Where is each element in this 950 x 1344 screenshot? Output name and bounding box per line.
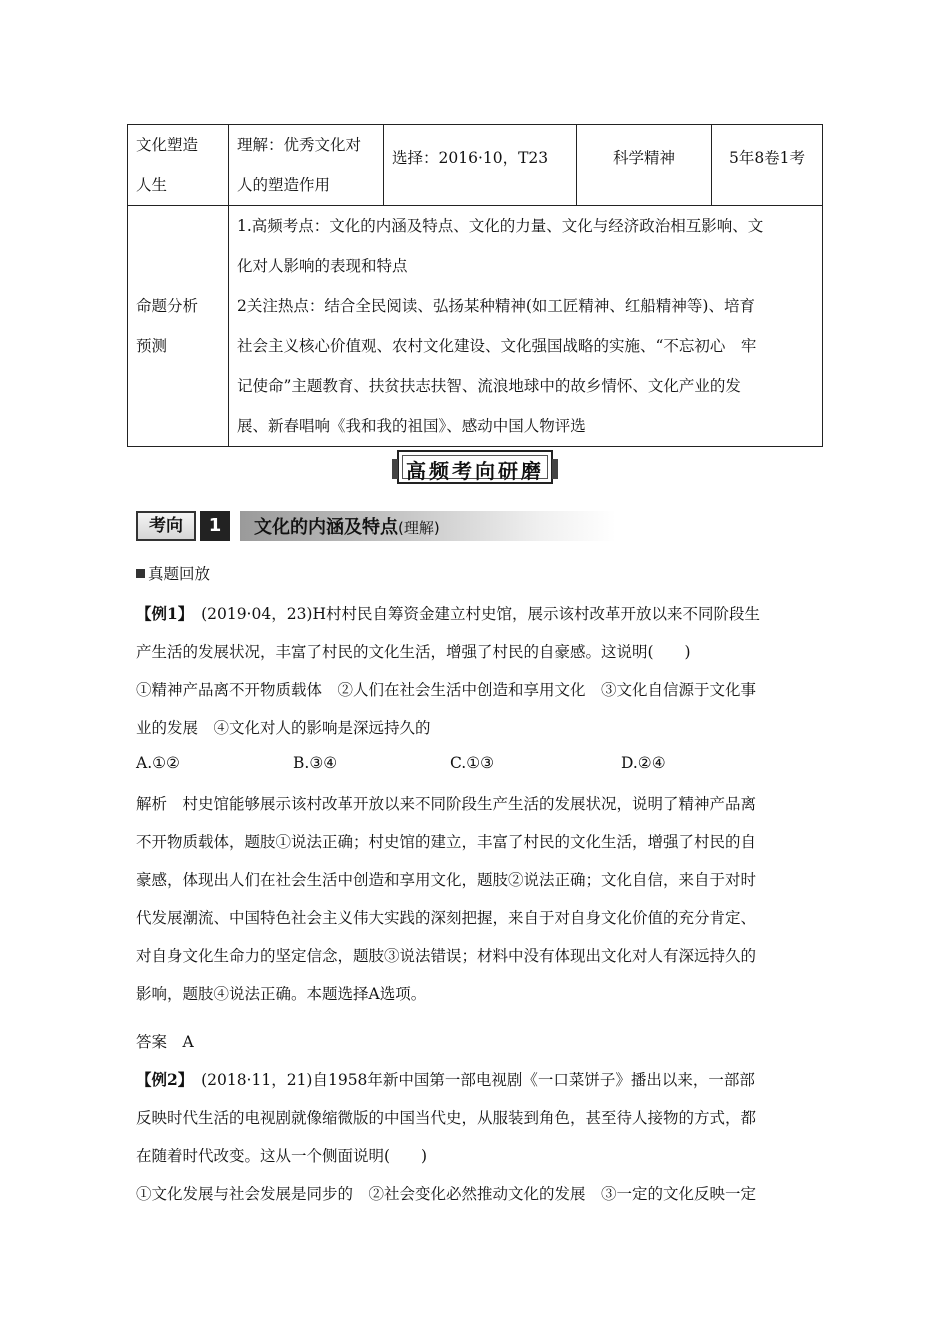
banner-title: 高频考向研磨: [406, 459, 544, 483]
prediction-line: 社会主义核心价值观、农村文化建设、文化强国战略的实施、“不忘初心 牢: [237, 337, 757, 355]
sub-label-text: 真题回放: [148, 565, 211, 583]
requirement-line: 人的塑造作用: [237, 176, 331, 194]
exam-info-table: [127, 124, 823, 447]
example2-label: 【例2】: [136, 1070, 186, 1089]
section-title-suffix: (理解): [398, 519, 440, 537]
prediction-label-cell: [128, 206, 229, 447]
prediction-label: 预测: [136, 337, 168, 355]
section-banner: [397, 450, 553, 484]
table-row: [128, 206, 823, 447]
example1-line: [136, 602, 760, 624]
table-row: [128, 125, 823, 206]
choice-c: C.①③: [450, 754, 495, 772]
example2-text: (2018·11，21)自1958年新中国第一部电视剧《一口菜饼子》播出以来，一部部: [201, 1071, 755, 1089]
frequency: 5年8卷1考: [728, 149, 806, 167]
example1-text: (2019·04，23)H村村民自筹资金建立村史馆，展示该村改革开放以来不同阶段生: [201, 605, 760, 623]
choice-b: B.③④: [293, 754, 338, 772]
prediction-content-cell: [229, 206, 823, 447]
analysis-line: 豪感，体现出人们在社会生活中创造和享用文化，题肢②说法正确；文化自信，来自于对时: [136, 871, 757, 889]
section-title-main: 文化的内涵及特点: [254, 517, 398, 538]
example1-label: 【例1】: [136, 604, 186, 623]
section-tag: 考向: [136, 511, 196, 541]
prediction-line: 2关注热点：结合全民阅读、弘扬某种精神(如工匠精神、红船精神等)、培育: [237, 297, 755, 315]
example1-line: 产生活的发展状况，丰富了村民的文化生活，增强了村民的自豪感。这说明( ): [136, 643, 691, 661]
section-heading: [136, 511, 616, 541]
analysis-line: 不开物质载体，题肢①说法正确；村史馆的建立，丰富了村民的文化生活，增强了村民的自: [136, 833, 757, 851]
requirement-line: 理解：优秀文化对: [237, 136, 362, 154]
topic-cell: [128, 125, 229, 206]
prediction-line: 记使命”主题教育、扶贫扶志扶智、流浪地球中的故乡情怀、文化产业的发: [237, 377, 741, 395]
banner-cap-right: [552, 459, 558, 479]
literacy: 科学精神: [612, 149, 675, 167]
example2-line: 在随着时代改变。这从一个侧面说明( ): [136, 1147, 428, 1165]
prediction-line: 化对人影响的表现和特点: [237, 257, 408, 275]
answer-line: 答案 A: [136, 1033, 194, 1051]
prediction-line: 展、新春唱响《我和我的祖国》、感动中国人物评选: [237, 417, 586, 435]
prediction-line: 1.高频考点：文化的内涵及特点、文化的力量、文化与经济政治相互影响、文: [237, 217, 764, 235]
example2-line: 反映时代生活的电视剧就像缩微版的中国当代史，从服装到角色，甚至待人接物的方式，都: [136, 1109, 757, 1127]
exam-record-cell: [384, 125, 577, 206]
example1-line: 业的发展 ④文化对人的影响是深远持久的: [136, 719, 431, 737]
section-title: [254, 513, 440, 539]
analysis-line: 代发展潮流、中国特色社会主义伟大实践的深刻把握，来自于对自身文化价值的充分肯定、: [136, 909, 757, 927]
exam-record: 选择：2016·10，T23: [392, 149, 549, 167]
choice-d: D.②④: [621, 754, 666, 772]
requirement-cell: [229, 125, 384, 206]
analysis-line: 解析 村史馆能够展示该村改革开放以来不同阶段生产生活的发展状况，说明了精神产品离: [136, 795, 757, 813]
example2-line: [136, 1068, 755, 1090]
example1-choices: [136, 754, 736, 778]
example2-line: ①文化发展与社会发展是同步的 ②社会变化必然推动文化的发展 ③一定的文化反映一定: [136, 1185, 757, 1203]
frequency-cell: [712, 125, 823, 206]
square-bullet-icon: [136, 569, 145, 578]
example1-line: ①精神产品离不开物质载体 ②人们在社会生活中创造和享用文化 ③文化自信源于文化事: [136, 681, 757, 699]
analysis-line: 对自身文化生命力的坚定信念，题肢③说法错误；材料中没有体现出文化对人有深远持久的: [136, 947, 757, 965]
literacy-cell: [577, 125, 712, 206]
topic-line: 人生: [136, 176, 168, 194]
section-number: 1: [200, 511, 230, 541]
topic-line: 文化塑造: [136, 136, 199, 154]
sub-label: [136, 562, 210, 584]
analysis-line: 影响，题肢④说法正确。本题选择A选项。: [136, 985, 427, 1003]
prediction-label: 命题分析: [136, 297, 199, 315]
choice-a: A.①②: [136, 754, 180, 772]
section-title-bar: [240, 511, 616, 541]
banner-cap-left: [392, 459, 398, 479]
